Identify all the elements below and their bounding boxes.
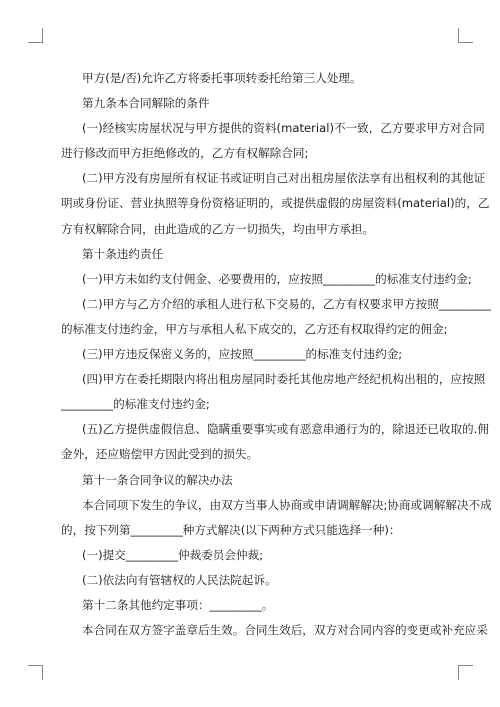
- text-line: 方有权解除合同，由此造成的乙方一切损失，均由甲方承担。: [61, 221, 375, 236]
- text-line: 进行修改而甲方拒绝修改的，乙方有权解除合同;: [61, 146, 309, 161]
- text-line: (二)甲方与乙方介绍的承租人进行私下交易的，乙方有权要求甲方按照_________: [82, 296, 492, 311]
- text-line: (五)乙方提供虚假信息、隐瞒重要事实或有恶意串通行为的，除退还已收取的.佣: [82, 422, 489, 437]
- text-line: 本合同在双方签字盖章后生效。合同生效后，双方对合同内容的变更或补充应采: [82, 623, 488, 638]
- crop-mark-bottom-left: [28, 665, 43, 680]
- text-line: (二)甲方没有房屋所有权证书或证明自己对出租房屋依法享有出租权利的其他证: [82, 171, 486, 186]
- text-line: 第十条违约责任: [82, 246, 164, 261]
- text-line: 甲方(是/否)允许乙方将委托事项转委托给第三人处理。: [82, 71, 362, 85]
- crop-mark-top-left: [28, 28, 43, 43]
- text-line: (三)甲方违反保密义务的，应按照_________的标准支付违约金;: [82, 347, 403, 362]
- text-line: (一)提交_________仲裁委员会仲裁;: [82, 547, 264, 562]
- text-line: 金外，还应赔偿甲方因此受到的损失。: [61, 447, 259, 462]
- text-line: 的标准支付违约金，甲方与承租人私下成交的，乙方还有权取得约定的佣金;: [61, 321, 448, 336]
- text-line: 第十一条合同争议的解决办法: [82, 472, 233, 487]
- text-line: (一)甲方未如约支付佣金、必要费用的，应按照_________的标准支付违约金;: [82, 271, 472, 286]
- text-line: (二)依法向有管辖权的人民法院起诉。: [82, 572, 277, 587]
- text-line: 第十二条其他约定事项：_________。: [82, 597, 274, 612]
- text-line: 第九条本合同解除的条件: [82, 96, 210, 111]
- text-line: 本合同项下发生的争议，由双方当事人协商或申请调解解决;协商或调解解决不成: [82, 497, 492, 512]
- document-body: [61, 66, 492, 643]
- text-line: 明或身份证、营业执照等身份资格证明的，或提供虚假的房屋资料(material)的，乙: [61, 196, 490, 211]
- text-line: (一)经核实房屋状况与甲方提供的资料(material)不一致，乙方要求甲方对合同: [82, 121, 485, 136]
- text-line: _________的标准支付违约金;: [61, 397, 210, 412]
- crop-mark-top-right: [458, 28, 473, 43]
- text-line: (四)甲方在委托期限内将出租房屋同时委托其他房地产经纪机构出租的，应按照: [82, 372, 486, 387]
- crop-mark-bottom-right: [458, 665, 473, 680]
- text-line: 的，按下列第_________种方式解决(以下两种方式只能选择一种)：: [61, 522, 401, 537]
